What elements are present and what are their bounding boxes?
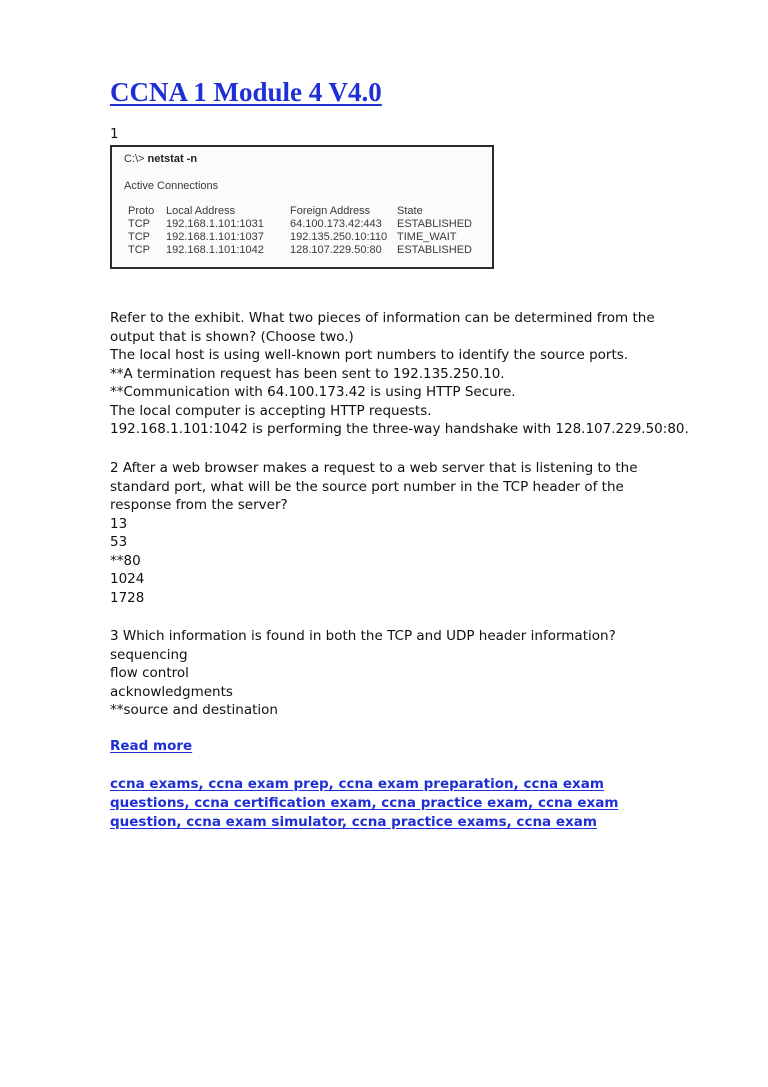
question-line: 3 Which information is found in both the TCP and UDP header information? [110,628,616,644]
table-cell: 64.100.173.42:443 [290,218,382,230]
table-cell: TCP [128,244,150,256]
tag-line[interactable]: question, ccna exam simulator, ccna practice exams, ccna exam [110,814,597,830]
answer-option: The local host is using well-known port numbers to identify the source ports. [110,347,629,363]
exhibit-prompt: C:\> [124,153,145,165]
answer-option: 1024 [110,571,145,587]
question-line: standard port, what will be the source port number in the TCP header of the [110,478,624,495]
question-1-number: 1 [110,126,119,142]
answer-option: **source and destination [110,702,278,718]
column-header: State [397,205,423,217]
answer-option: **Communication with 64.100.173.42 is using HTTP Secure. [110,384,516,400]
question-3-text [110,627,730,720]
tag-line[interactable]: questions, ccna certification exam, ccna practice exam, ccna exam [110,795,619,811]
answer-option: acknowledgments [110,683,233,700]
page-title[interactable]: CCNA 1 Module 4 V4.0 [110,77,382,107]
table-row [128,231,478,244]
answer-option: flow control [110,665,189,681]
table-cell: TCP [128,218,150,230]
table-cell: ESTABLISHED [397,218,472,230]
question-1-text [110,309,730,439]
column-header: Proto [128,205,155,217]
answer-option: 13 [110,515,128,532]
exhibit-heading: Active Connections [124,180,219,192]
connections-table [128,205,478,257]
answer-option: The local computer is accepting HTTP requests. [110,402,432,419]
exhibit-command: netstat -n [147,153,198,165]
tag-links[interactable] [110,775,618,832]
exhibit-command-line [124,153,197,165]
column-header: Local Address [166,205,236,217]
netstat-exhibit [110,145,494,269]
read-more-link[interactable]: Read more [110,738,193,754]
tag-line[interactable]: ccna exams, ccna exam prep, ccna exam preparation, ccna exam [110,776,604,792]
table-row [128,244,478,257]
table-cell: 192.168.1.101:1042 [166,244,264,256]
answer-option: sequencing [110,646,188,663]
question-line: output that is shown? (Choose two.) [110,328,354,345]
answer-option: **80 [110,552,141,569]
table-cell: 128.107.229.50:80 [290,244,382,256]
answer-option: 53 [110,534,128,550]
answer-option: 192.168.1.101:1042 is performing the three-way handshake with 128.107.229.50:80. [110,421,689,437]
table-cell: 192.135.250.10:110 [290,231,388,243]
table-cell: 192.168.1.101:1031 [166,218,264,230]
answer-option: 1728 [110,589,145,606]
table-cell: TCP [128,231,150,243]
question-line: 2 After a web browser makes a request to a web server that is listening to the [110,460,638,476]
table-row [128,218,478,231]
table-cell: TIME_WAIT [397,231,457,243]
connections-header-row [128,205,478,218]
question-line: Refer to the exhibit. What two pieces of information can be determined from the [110,310,655,326]
question-line: response from the server? [110,497,288,513]
column-header: Foreign Address [290,205,371,217]
table-cell: ESTABLISHED [397,244,472,256]
answer-option: **A termination request has been sent to 192.135.250.10. [110,365,505,382]
question-2-text [110,459,730,607]
table-cell: 192.168.1.101:1037 [166,231,264,243]
